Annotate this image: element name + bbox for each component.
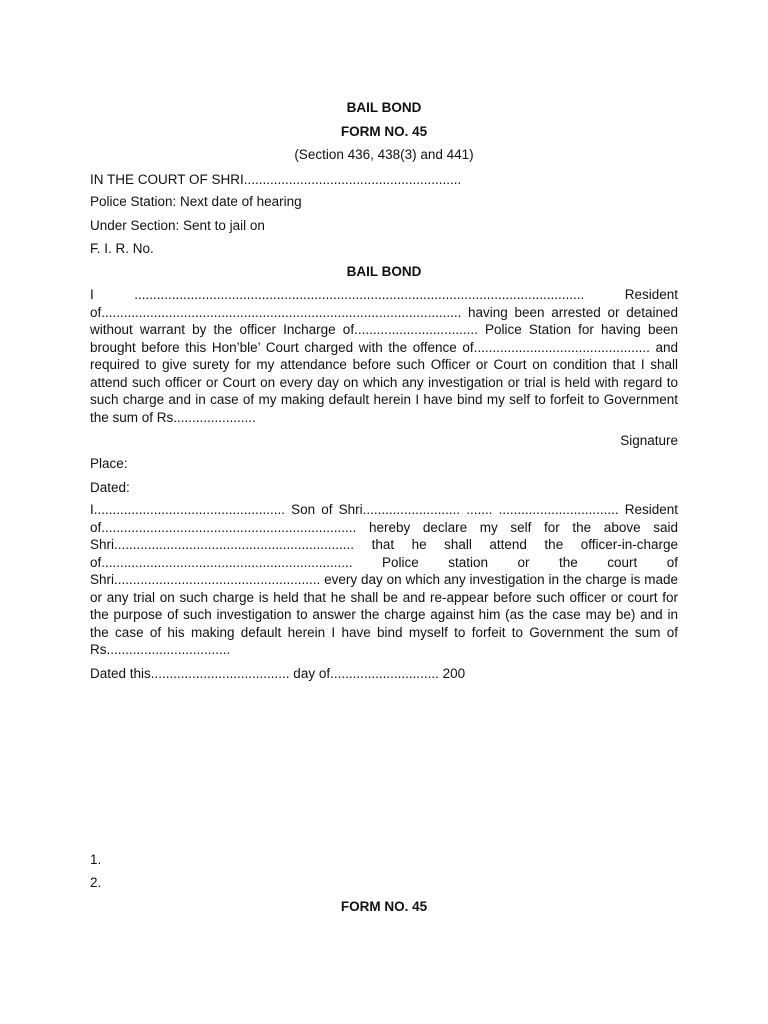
signature-label: Signature <box>620 433 678 448</box>
police-station-line: Police Station: Next date of hearing <box>90 194 302 209</box>
form-number: FORM NO. 45 <box>340 124 428 139</box>
accused-declaration-paragraph: I ........................................................................................................................ Resident of................................................................................................ having been arrested or detained without warrant by the officer Incharge of................................. Police Station for having been brought before this Hon’ble’ Court charged with the offence of............................................... and required to give surety for my attendance before such Officer or Court on condition that I shall attend such officer or Court on every day on which any investigation or trial is held with regard to such charge and in case of my making default herein I have bind my self to forfeit to Government the sum of Rs...................... <box>90 287 678 425</box>
footer-form-number: FORM NO. 45 <box>340 899 428 914</box>
document-title: BAIL BOND <box>346 100 422 115</box>
bail-bond-subtitle: BAIL BOND <box>346 264 422 279</box>
dated-label: Dated: <box>90 480 130 495</box>
place-label: Place: <box>90 456 128 471</box>
surety-declaration-paragraph: I................................................... Son of Shri.......................... ....... ................................ Resident of.................................................................... hereby declare my self for the above said Shri................................................................ that he shall attend the officer-in-charge of................................................................... Police station or the court of Shri....................................................... every day on which any investigation in the charge is made or any trial on such charge is held that he shall be and re-appear before such officer or court for the purpose of such investigation to answer the charge against him (as the case may be) and in the case of his making default herein I have bind myself to forfeit to Government the sum of Rs................................. <box>90 502 678 657</box>
section-reference: (Section 436, 438(3) and 441) <box>294 147 474 162</box>
list-item-2: 2. <box>90 875 102 890</box>
dated-this-line: Dated this..................................... day of............................. 200 <box>90 666 466 681</box>
court-line: IN THE COURT OF SHRI.......................................................... <box>90 172 462 187</box>
list-item-1: 1. <box>90 852 102 867</box>
under-section-line: Under Section: Sent to jail on <box>90 218 265 233</box>
fir-line: F. I. R. No. <box>90 241 154 256</box>
